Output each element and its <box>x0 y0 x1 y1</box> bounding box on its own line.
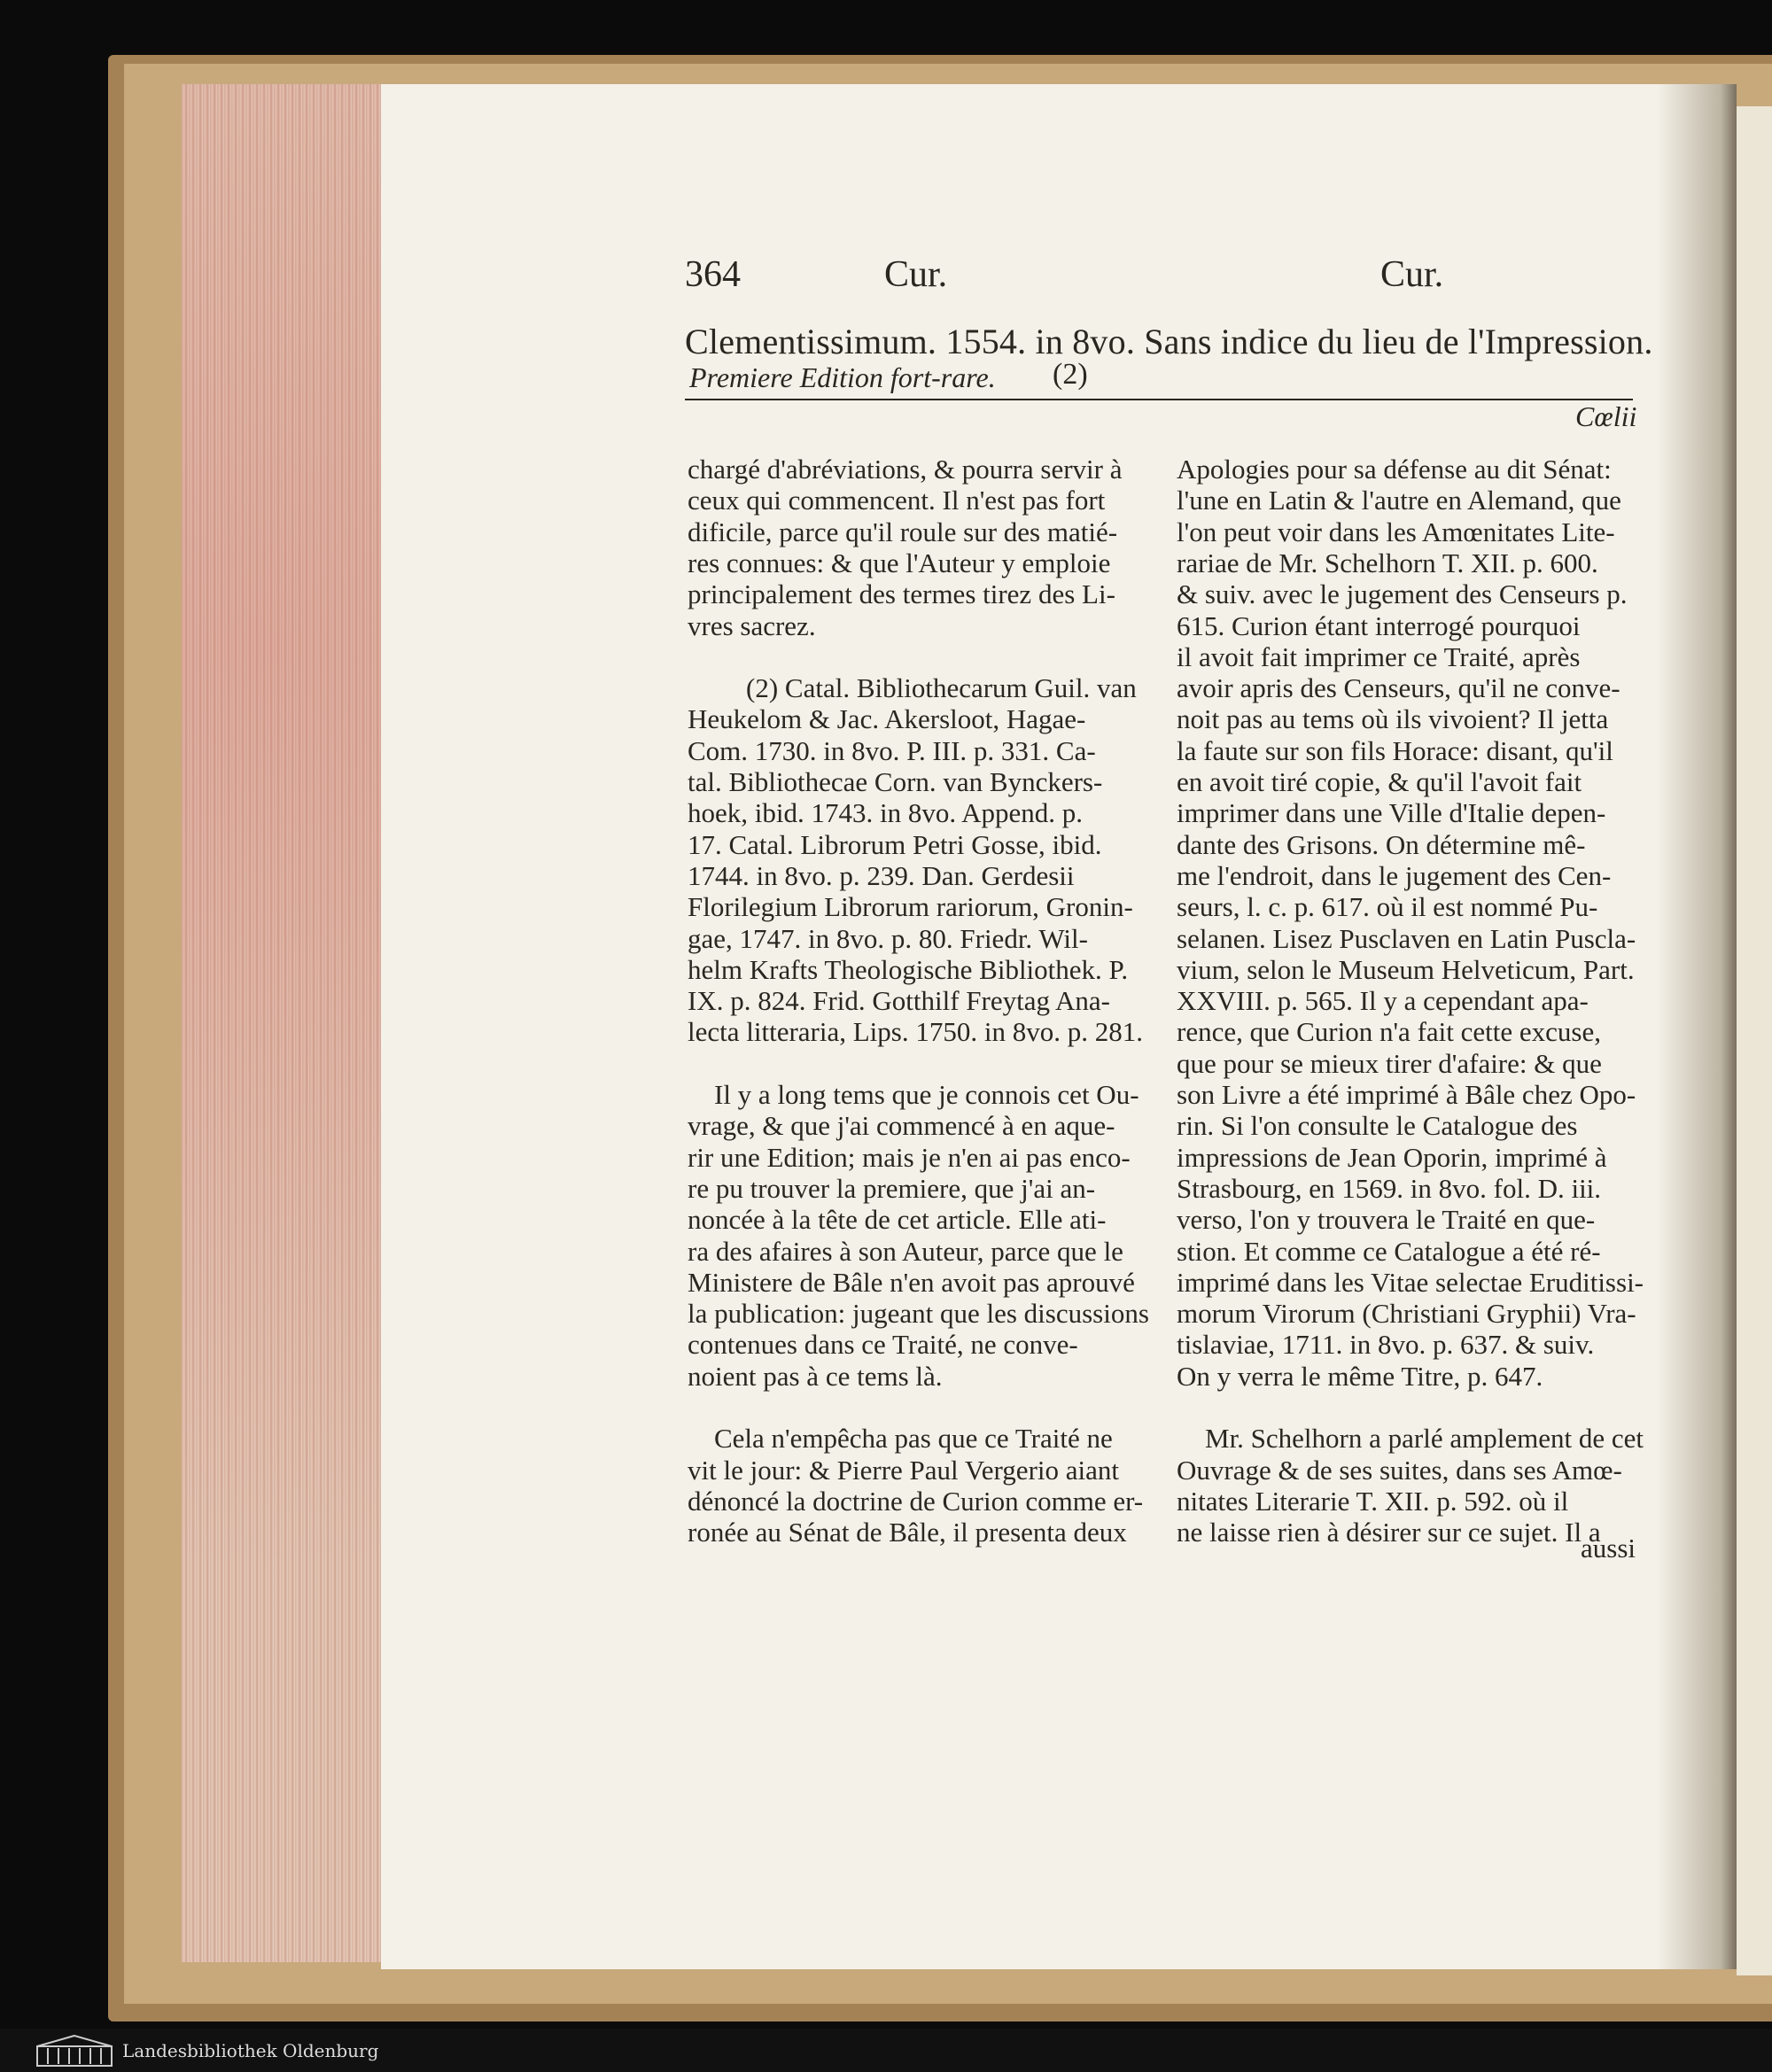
text-line: dificile, parce qu'il roule sur des matié- <box>688 516 1118 547</box>
text-line: vit le jour: & Pierre Paul Vergerio aiant <box>688 1454 1119 1486</box>
text-line: noit pas au tems où ils vivoient? Il jetta <box>1177 703 1609 735</box>
text-line: dénoncé la doctrine de Curion comme er- <box>688 1485 1144 1517</box>
text-line: selanen. Lisez Pusclaven en Latin Puscla- <box>1177 922 1636 954</box>
text-line: rariae de Mr. Schelhorn T. XII. p. 600. <box>1177 547 1598 578</box>
text-line: avoir apris des Censeurs, qu'il ne conve- <box>1177 672 1620 704</box>
text-line: 17. Catal. Librorum Petri Gosse, ibid. <box>688 828 1102 860</box>
text-line: Il y a long tems que je connois cet Ou- <box>714 1079 1139 1110</box>
text-line: re pu trouver la premiere, que j'ai an- <box>688 1172 1096 1204</box>
text-line: verso, l'on y trouvera le Traité en que- <box>1177 1204 1596 1236</box>
text-line: XXVIII. p. 565. Il y a cependant apa- <box>1177 985 1589 1017</box>
catchword-top: Cœlii <box>1575 400 1637 432</box>
edition-line: Premiere Edition fort-rare. <box>689 361 996 393</box>
text-line: Com. 1730. in 8vo. P. III. p. 331. Ca- <box>688 734 1096 766</box>
text-line: morum Virorum (Christiani Gryphii) Vra- <box>1177 1298 1636 1330</box>
text-line: stion. Et comme ce Catalogue a été ré- <box>1177 1235 1601 1267</box>
text-line: la publication: jugeant que les discussions <box>688 1298 1149 1330</box>
text-line: hoek, ibid. 1743. in 8vo. Append. p. <box>688 797 1084 829</box>
text-line: l'on peut voir dans les Amœnitates Lite- <box>1177 516 1615 547</box>
facing-page-edge <box>1737 106 1772 1975</box>
text-line: rir une Edition; mais je n'en ai pas enco- <box>688 1141 1131 1173</box>
text-line: me l'endroit, dans le jugement des Cen- <box>1177 859 1612 891</box>
text-line: vres sacrez. <box>688 609 816 641</box>
text-line: son Livre a été imprimé à Bâle chez Opo- <box>1177 1079 1636 1110</box>
text-line: rin. Si l'on consulte le Catalogue des <box>1177 1110 1578 1142</box>
text-line: lecta litteraria, Lips. 1750. in 8vo. p. 281. <box>688 1016 1143 1048</box>
text-line: Ouvrage & de ses suites, dans ses Amœ- <box>1177 1454 1622 1486</box>
title-line: Clementissimum. 1554. in 8vo. Sans indice du lieu de l'Impression. <box>685 322 1653 361</box>
text-line: 1744. in 8vo. p. 239. Dan. Gerdesii <box>688 859 1075 891</box>
page-gutter <box>1657 84 1737 1969</box>
text-line: res connues: & que l'Auteur y emploie <box>688 547 1111 578</box>
text-line: Florilegium Librorum rariorum, Gronin- <box>688 891 1133 923</box>
text-line: il avoit fait imprimer ce Traité, après <box>1177 640 1581 672</box>
text-line: imprimer dans une Ville d'Italie depen- <box>1177 797 1606 829</box>
text-line: Heukelom & Jac. Akersloot, Hagae- <box>688 703 1086 735</box>
text-line: l'une en Latin & l'autre en Alemand, que <box>1177 485 1621 516</box>
text-line: ceux qui commencent. Il n'est pas fort <box>688 485 1106 516</box>
text-line: vrage, & que j'ai commencé à en aque- <box>688 1110 1115 1142</box>
header-rule <box>685 399 1633 400</box>
text-line: dante des Grisons. On détermine mê- <box>1177 828 1586 860</box>
text-line: (2) Catal. Bibliothecarum Guil. van <box>746 672 1137 704</box>
page-edges <box>182 84 381 1962</box>
text-line: contenues dans ce Traité, ne conve- <box>688 1329 1078 1361</box>
library-building-icon <box>35 2034 113 2068</box>
text-line: & suiv. avec le jugement des Censeurs p. <box>1177 578 1628 610</box>
text-line: principalement des termes tirez des Li- <box>688 578 1115 610</box>
text-line: ra des afaires à son Auteur, parce que le <box>688 1235 1123 1267</box>
text-line: que pour se mieux tirer d'afaire: & que <box>1177 1047 1602 1079</box>
text-line: IX. p. 824. Frid. Gotthilf Freytag Ana- <box>688 985 1111 1017</box>
text-line: tal. Bibliothecae Corn. van Bynckers- <box>688 766 1103 797</box>
page-number: 364 <box>685 254 741 295</box>
text-line: noncée à la tête de cet article. Elle ati- <box>688 1204 1107 1236</box>
edition-note-marker: (2) <box>1053 358 1088 391</box>
text-line: rence, que Curion n'a fait cette excuse, <box>1177 1016 1601 1048</box>
text-line: 615. Curion étant interrogé pourquoi <box>1177 609 1581 641</box>
running-head-left: Cur. <box>884 254 948 295</box>
catchword-bottom: aussi <box>1581 1533 1636 1564</box>
text-line: Mr. Schelhorn a parlé amplement de cet <box>1205 1423 1644 1455</box>
text-line: impressions de Jean Oporin, imprimé à <box>1177 1141 1607 1173</box>
text-line: vium, selon le Museum Helveticum, Part. <box>1177 953 1635 985</box>
text-line: Apologies pour sa défense au dit Sénat: <box>1177 454 1612 485</box>
text-line: Strasbourg, en 1569. in 8vo. fol. D. iii. <box>1177 1172 1602 1204</box>
library-name: Landesbibliothek Oldenburg <box>122 2040 379 2061</box>
text-line: en avoit tiré copie, & qu'il l'avoit fait <box>1177 766 1582 797</box>
text-line: la faute sur son fils Horace: disant, qu'il <box>1177 734 1613 766</box>
text-line: nitates Literarie T. XII. p. 592. où il <box>1177 1485 1569 1517</box>
running-head-right: Cur. <box>1380 254 1444 295</box>
text-line: Cela n'empêcha pas que ce Traité ne <box>714 1423 1113 1455</box>
text-line: tislaviae, 1711. in 8vo. p. 637. & suiv. <box>1177 1329 1595 1361</box>
text-line: seurs, l. c. p. 617. où il est nommé Pu- <box>1177 891 1598 923</box>
text-line: ne laisse rien à désirer sur ce sujet. Il a <box>1177 1517 1601 1548</box>
text-line: imprimé dans les Vitae selectae Eruditissi- <box>1177 1266 1644 1298</box>
text-line: helm Krafts Theologische Bibliothek. P. <box>688 953 1129 985</box>
text-line: Ministere de Bâle n'en avoit pas aprouvé <box>688 1266 1135 1298</box>
text-line: chargé d'abréviations, & pourra servir à <box>688 454 1123 485</box>
text-line: gae, 1747. in 8vo. p. 80. Friedr. Wil- <box>688 922 1088 954</box>
text-line: On y verra le même Titre, p. 647. <box>1177 1360 1543 1392</box>
text-line: ronée au Sénat de Bâle, il presenta deux <box>688 1517 1127 1548</box>
text-line: noient pas à ce tems là. <box>688 1360 943 1392</box>
